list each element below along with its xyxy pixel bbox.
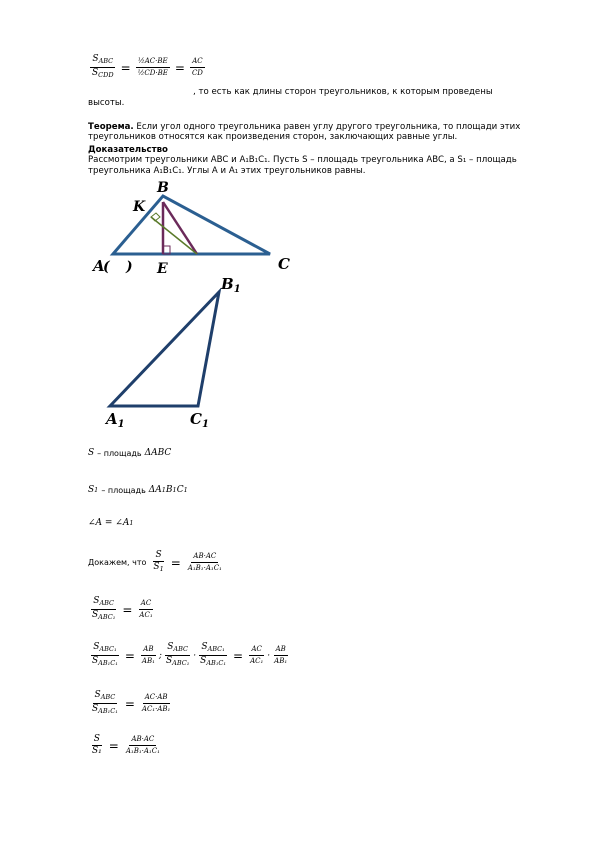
perpendicular-dk [151, 217, 197, 254]
angle-equality: ∠A = ∠A 1 [88, 518, 134, 528]
label-a1: $A_1$ [106, 410, 125, 430]
proof-label: Доказательство [88, 145, 168, 155]
fraction: $\frac{AC}{\text{AC₁}}$ [250, 645, 264, 665]
label-paren-close: ) [126, 259, 133, 275]
fraction: $\frac{S_{ABC_1}}{S_{AB_1C_1}}$ [200, 642, 226, 667]
fraction: $\frac{AB}{\text{AB₁}}$ [141, 645, 155, 665]
prove-statement: Докажем, что $\frac{S}{S_1}$ = $\frac{AB\cdot AC}{\text{A₁B₁·A₁C₁}}$ [88, 550, 222, 573]
theorem-text: Если угол одного треугольника равен углу другого треугольника, то площади этих треугольников относятся как произведения сторон, заключающих равные углы. [88, 122, 521, 143]
fraction: $\frac{S_{ABC}}{S_{ABC_1}}$ [165, 642, 190, 667]
theorem-label: Теорема. [88, 122, 134, 132]
label-paren-open: ( [103, 259, 110, 275]
formula-ratio-chain: $\frac{S_{ABC_1}}{S_{AB_1C_1}}$ = $\frac{AB}{\text{AB₁}}$ ; $\frac{S_{ABC}}{S_{ABC_1}}$ · $\frac{S_{ABC_1}}{S_{AB_1C_1}}$ = $\frac{AC}{\text{AC₁}}$ · $\frac{AB}{\text{AB₁}}$ [92, 642, 288, 667]
area-ratio-formula: $\frac{S_{ABC}}{S_{CDD}}$ = $\frac{\text{½AC·BE}}{\text{½CD·BE}}$ = $\frac{AC}{CD}$ [92, 54, 203, 79]
proof-paragraph [88, 145, 553, 176]
formula1-tail2: высоты. [88, 98, 125, 108]
s1-definition: S 1 – площадь ΔA 1 B 1 C 1 [88, 485, 188, 495]
proof-text: Рассмотрим треугольники ABC и A₁B₁C₁. Пусть S – площадь треугольника ABC, а S₁ – площадь треугольника A₁B₁C₁. Углы A и A₁ этих треугольников равны. [88, 155, 517, 176]
fraction: $\frac{S_{ABC_1}}{S_{AB_1C_1}}$ [92, 642, 118, 667]
label-b: B [157, 180, 169, 196]
fraction: $\frac{AC}{\text{AC₁}}$ [139, 599, 153, 619]
triangle-a1b1c1-figure [98, 270, 278, 430]
fraction: $\frac{S_{ABC}}{S_{AB_1C_1}}$ [92, 690, 118, 715]
fraction: $\frac{S_{ABC}}{S_{ABC_1}}$ [92, 596, 116, 621]
formula-sabc-over-sabc1: $\frac{S_{ABC}}{S_{ABC_1}}$ = $\frac{AC}{\text{AC₁}}$ [92, 596, 153, 621]
formula1-tail: , то есть как длины сторон треугольников, к которым проведены [193, 87, 493, 97]
fraction: $\frac{AC\cdot AB}{\text{AC₁·AB₁}}$ [141, 693, 171, 713]
label-c: C [278, 255, 290, 273]
label-b1: $B_1$ [221, 275, 241, 295]
triangle-a1b1c1 [110, 292, 219, 406]
label-k: K [133, 199, 146, 215]
fraction: $\frac{S}{S_1}$ [153, 550, 164, 573]
fraction: $\frac{S_{ABC}}{S_{CDD}}$ [92, 54, 114, 79]
formula-sabc-over-sab1c1: $\frac{S_{ABC}}{S_{AB_1C_1}}$ = $\frac{AC\cdot AB}{\text{AC₁·AB₁}}$ [92, 690, 171, 715]
theorem-paragraph [88, 122, 553, 143]
fraction: $\frac{AB\cdot AC}{\text{A₁B₁·A₁C₁}}$ [125, 735, 160, 755]
label-a: A [93, 257, 105, 275]
s-definition: S – площадь ΔABC [88, 448, 172, 458]
fraction: $\frac{AB}{\text{AB₁}}$ [274, 645, 288, 665]
fraction: $\frac{AC}{CD}$ [191, 57, 203, 77]
fraction: $\frac{AB\cdot AC}{\text{A₁B₁·A₁C₁}}$ [187, 552, 222, 572]
label-e: E [157, 261, 168, 275]
formula-final-ratio: $\frac{S}{\text{S₁}}$ = $\frac{AB\cdot AC}{\text{A₁B₁·A₁C₁}}$ [92, 734, 160, 756]
triangle-abc-figure [88, 180, 318, 275]
label-c1: $C_1$ [190, 410, 209, 430]
fraction: $\frac{\text{½AC·BE}}{\text{½CD·BE}}$ [137, 57, 168, 77]
fraction: $\frac{S}{\text{S₁}}$ [92, 734, 102, 756]
